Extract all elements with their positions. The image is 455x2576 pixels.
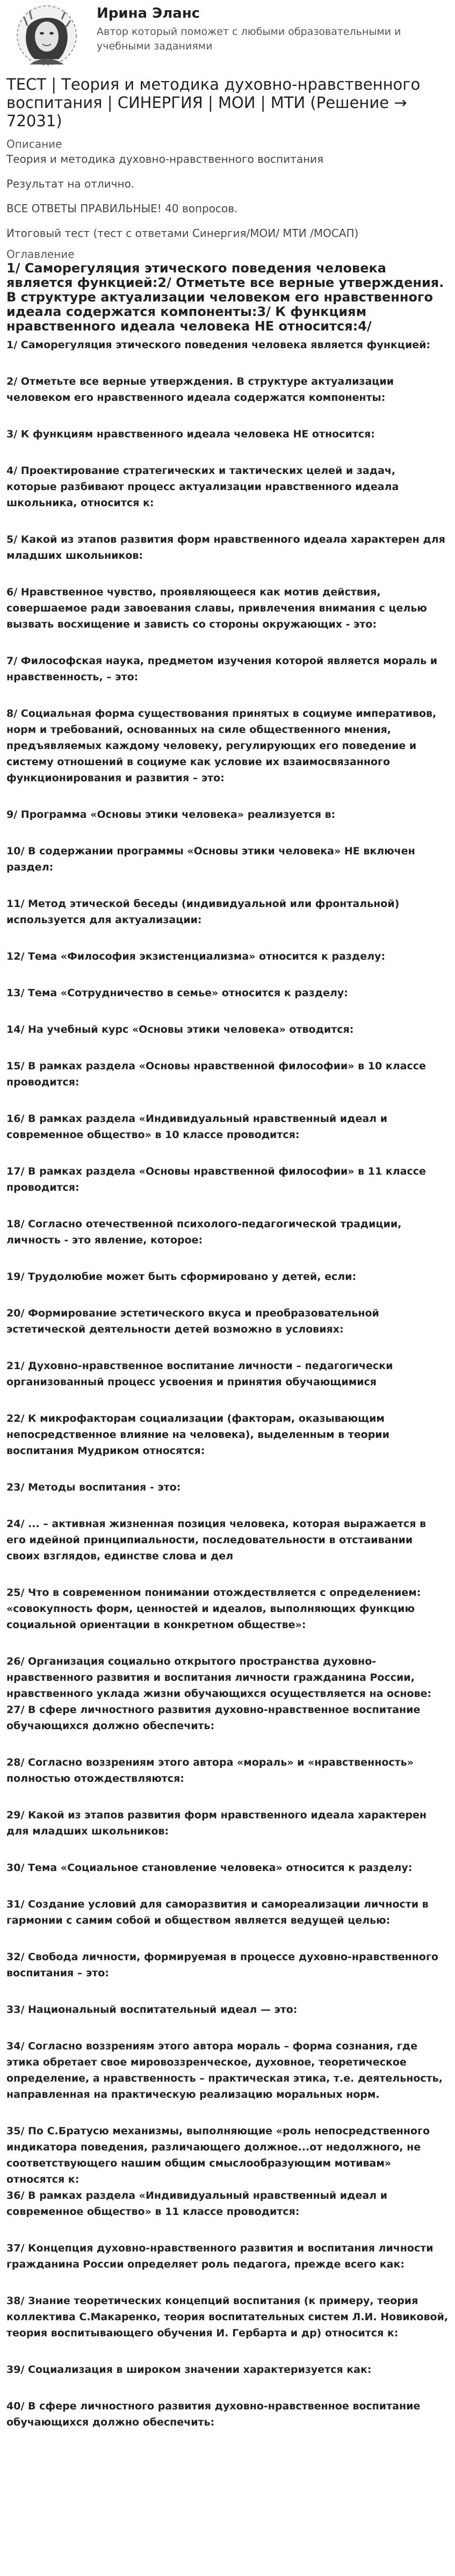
question-item: 16/ В рамках раздела «Индивидуальный нравственный идеал и современное общество» в 10 классе проводится: [6,1113,388,1141]
final-test-text: Итоговый тест (тест с ответами Синергия/МОИ/ МТИ /МОСАП) [6,227,359,240]
question-item: 1/ Саморегуляция этического поведения человека является функцией: [6,339,431,351]
question-item: 18/ Согласно отечественной психолого-педагогической традиции, личность - это явление, которое: [6,1218,402,1246]
toc-label: Оглавление [6,248,75,261]
question-item: 38/ Знание теоретических концепций воспитания (к примеру, теория коллектива С.Макаренко, теория воспитательных систем Л.И. Новиковой, теория воспитывающего обучения И. Гербарта и др) относится к: [6,2295,449,2339]
question-item: 26/ Организация социально открытого пространства духовно-нравственного развития и воспитания личности гражданина России, нравственного уклада жизни обучающихся осуществляется на основе: [6,1656,432,1700]
author-header [6,0,449,68]
author-description: Автор который поможет с любыми образовательными и учебными заданиями [97,26,401,52]
question-item: 3/ К функциям нравственного идеала человека НЕ относится: [6,428,375,440]
question-item: 4/ Проектирование стратегических и тактических целей и задач, которые разбивают процесс актуализации нравственного идеала школьника, относится к: [6,465,399,509]
question-item: 14/ На учебный курс «Основы этики человека» отводится: [6,1024,354,1035]
question-list [6,337,449,2430]
description-text: Теория и методика духовно-нравственного воспитания [6,153,324,166]
portrait-icon [13,4,80,67]
question-item: 7/ Философская наука, предметом изучения которой является мораль и нравственность, – это: [6,655,438,683]
question-item: 40/ В сфере личностного развития духовно-нравственное воспитание обучающихся должно обеспечить: [6,2400,421,2428]
author-name[interactable]: Ирина Эланс [97,5,200,21]
question-item: 33/ Национальный воспитательный идеал — это: [6,2004,298,2016]
question-item: 17/ В рамках раздела «Основы нравственной философии» в 11 классе проводится: [6,1165,426,1193]
author-avatar[interactable] [6,3,87,68]
question-item: 35/ По С.Братусю механизмы, выполняющие «роль непосредственного индикатора поведения, различающего должное...от недолжного, не соответствующего нашим общим смыслообразующим мотивам» относятся к: [6,2125,430,2185]
question-item: 19/ Трудолюбие может быть сформировано у детей, если: [6,1271,357,1283]
question-item: 6/ Нравственное чувство, проявляющееся как мотив действия, совершаемое ради завоевания славы, привлечения внимания с целью вызвать восхищение и зависть со стороны окружающих - это: [6,586,427,630]
question-item: 28/ Согласно воззрениям этого автора «мораль» и «нравственность» полностью отождествляются: [6,1757,414,1785]
question-item: 2/ Отметьте все верные утверждения. В структуре актуализации человеком его нравственного идеала содержатся компоненты: [6,376,394,404]
question-item: 13/ Тема «Сотрудничество в семье» относится к разделу: [6,987,348,999]
question-item: 9/ Программа «Основы этики человека» реализуется в: [6,809,336,821]
question-item: 36/ В рамках раздела «Индивидуальный нравственный идеал и современное общество» в 11 классе проводится: [6,2190,388,2218]
question-item: 11/ Метод этической беседы (индивидуальной или фронтальной) используется для актуализации: [6,898,400,926]
author-info [97,5,419,54]
page-title: ТЕСТ | Теория и методика духовно-нравственного воспитания | СИНЕРГИЯ | МОИ | МТИ (Решение → 72031) [6,75,421,130]
question-item: 12/ Тема «Философия экзистенциализма» относится к разделу: [6,951,386,962]
question-item: 23/ Методы воспитания - это: [6,1481,181,1493]
question-item: 5/ Какой из этапов развития форм нравственного идеала характерен для младших школьников: [6,534,445,562]
question-item: 20/ Формирование эстетического вкуса и преобразовательной эстетической деятельности детей возможно в условиях: [6,1307,379,1335]
question-item: 10/ В содержании программы «Основы этики человека» НЕ включен раздел: [6,845,415,873]
question-item: 24/ ... – активная жизненная позиция человека, которая выражается в его идейной принципиальности, последовательности в отстаивании своих взглядов, единстве слова и дел [6,1518,427,1562]
question-item: 21/ Духовно-нравственное воспитание личности – педагогически организованный процесс усвоения и принятия обучающимися [6,1360,393,1388]
question-item: 8/ Социальная форма существования принятых в социуме императивов, норм и требований, основанных на силе общественного мнения, предъявляемых каждому человеку, регулирующих его поведение и систему отношений в социуме как условие их взаимосвязанного функционирования и развития – это: [6,708,437,784]
result-text: Результат на отлично. [6,177,135,190]
question-item: 27/ В сфере личностного развития духовно-нравственное воспитание обучающихся должно обеспечить: [6,1704,421,1732]
question-item: 39/ Социализация в широком значении характеризуется как: [6,2364,372,2376]
question-item: 25/ Что в современном понимании отождествляется с определением: «совокупность форм, ценностей и идеалов, выполняющих функцию социальной ориентации в конкретном обществе»: [6,1587,421,1631]
question-item: 34/ Согласно воззрениям этого автора мораль – форма сознания, где этика обретает свое мировоззренческое, духовное, теоретическое определение, а нравственность – практическая этика, т.е. деятельность, направленная на практическую реализацию моральных норм. [6,2040,443,2100]
question-item: 29/ Какой из этапов развития форм нравственного идеала характерен для младших школьников: [6,1809,427,1837]
question-item: 31/ Создание условий для саморазвития и самореализации личности в гармонии с самим собой и обществом является ведущей целью: [6,1898,429,1926]
answers-text: ВСЕ ОТВЕТЫ ПРАВИЛЬНЫЕ! 40 вопросов. [6,202,238,215]
toc-text: 1/ Саморегуляция этического поведения человека является функцией:2/ Отметьте все верные утверждения. В структуре актуализации человеком его нравственного идеала содержатся компоненты:3/ К функциям нравственного идеала человека НЕ относится:4/ [6,261,444,334]
description-label: Описание [6,138,62,150]
question-item: 30/ Тема «Социальное становление человека» относится к разделу: [6,1862,413,1874]
question-item: 32/ Свобода личности, формируемая в процессе духовно-нравственного воспитания – это: [6,1951,438,1979]
question-item: 22/ К микрофакторам социализации (факторам, оказывающим непосредственное влияние на человека), выделенным в теории воспитания Мудриком относятся: [6,1413,389,1457]
question-item: 15/ В рамках раздела «Основы нравственной философии» в 10 классе проводится: [6,1060,426,1088]
question-item: 37/ Концепция духовно-нравственного развития и воспитания личности гражданина России определяет роль педагога, прежде всего как: [6,2242,434,2270]
